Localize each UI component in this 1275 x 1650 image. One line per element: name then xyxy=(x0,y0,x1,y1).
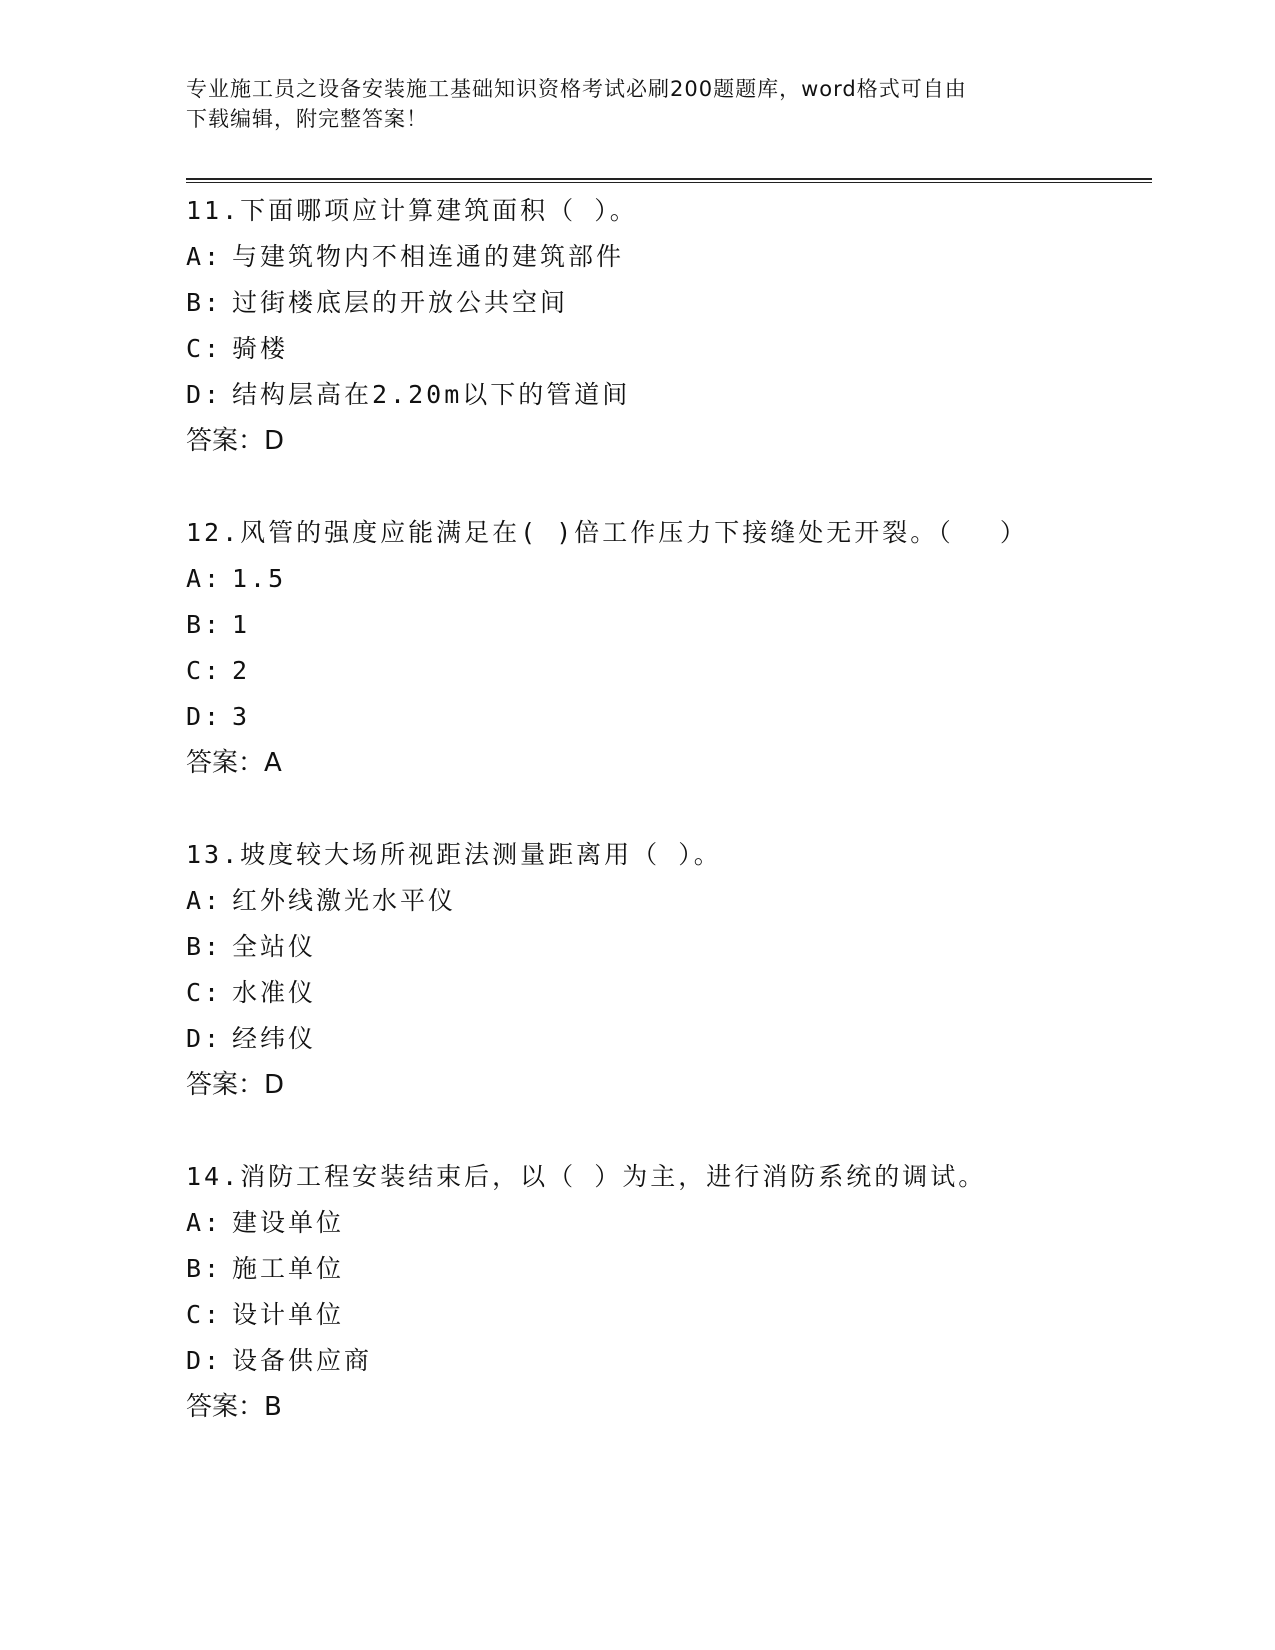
option-d xyxy=(186,694,1146,740)
option-label: A: xyxy=(186,1208,223,1237)
option-text: 设备供应商 xyxy=(232,1346,373,1375)
option-label: D: xyxy=(186,1346,223,1375)
option-text: 3 xyxy=(232,702,251,731)
option-a xyxy=(186,1200,1146,1246)
option-label: B: xyxy=(186,1254,223,1283)
question-12 xyxy=(186,510,1146,786)
option-text: 1 xyxy=(232,610,251,639)
option-b xyxy=(186,280,1146,326)
option-label: B: xyxy=(186,288,223,317)
option-c xyxy=(186,326,1146,372)
option-label: D: xyxy=(186,380,223,409)
answer-line: 答案：D xyxy=(186,1070,285,1100)
option-text: 骑楼 xyxy=(232,334,289,363)
option-label: D: xyxy=(186,1024,223,1053)
option-text: 建设单位 xyxy=(232,1208,345,1237)
option-b xyxy=(186,602,1146,648)
question-list xyxy=(186,188,1146,1430)
option-label: B: xyxy=(186,932,223,961)
option-label: C: xyxy=(186,1300,223,1329)
option-text: 水准仪 xyxy=(232,978,317,1007)
option-d xyxy=(186,372,1146,418)
option-text: 与建筑物内不相连通的建筑部件 xyxy=(232,242,625,271)
option-d xyxy=(186,1338,1146,1384)
answer-line: 答案：B xyxy=(186,1392,282,1422)
option-text: 结构层高在2.20m以下的管道间 xyxy=(232,380,631,409)
option-label: A: xyxy=(186,242,223,271)
header-line-1: 专业施工员之设备安装施工基础知识资格考试必刷200题题库，word格式可自由 xyxy=(186,77,967,101)
option-label: C: xyxy=(186,334,223,363)
option-text: 全站仪 xyxy=(232,932,317,961)
option-text: 过街楼底层的开放公共空间 xyxy=(232,288,569,317)
question-stem: 11.下面哪项应计算建筑面积（ ）。 xyxy=(186,196,638,225)
option-b xyxy=(186,924,1146,970)
question-14 xyxy=(186,1154,1146,1430)
question-stem: 12.风管的强度应能满足在( )倍工作压力下接缝处无开裂。（ ） xyxy=(186,518,1028,547)
option-c xyxy=(186,648,1146,694)
header-line-2: 下载编辑，附完整答案！ xyxy=(186,107,428,131)
option-label: A: xyxy=(186,564,223,593)
option-text: 施工单位 xyxy=(232,1254,345,1283)
option-label: C: xyxy=(186,978,223,1007)
option-text: 1.5 xyxy=(232,564,287,593)
option-d xyxy=(186,1016,1146,1062)
option-a xyxy=(186,878,1146,924)
answer-line: 答案：D xyxy=(186,426,285,456)
question-stem: 13.坡度较大场所视距法测量距离用（ ）。 xyxy=(186,840,722,869)
option-text: 红外线激光水平仪 xyxy=(232,886,457,915)
option-label: C: xyxy=(186,656,223,685)
option-a xyxy=(186,556,1146,602)
option-text: 经纬仪 xyxy=(232,1024,317,1053)
question-stem: 14.消防工程安装结束后，以（ ）为主，进行消防系统的调试。 xyxy=(186,1162,987,1191)
option-text: 2 xyxy=(232,656,251,685)
answer-line: 答案：A xyxy=(186,748,282,778)
question-13 xyxy=(186,832,1146,1108)
option-label: B: xyxy=(186,610,223,639)
document-header xyxy=(186,74,1066,134)
option-text: 设计单位 xyxy=(232,1300,345,1329)
option-a xyxy=(186,234,1146,280)
option-c xyxy=(186,970,1146,1016)
option-label: A: xyxy=(186,886,223,915)
option-c xyxy=(186,1292,1146,1338)
option-b xyxy=(186,1246,1146,1292)
header-divider xyxy=(186,178,1152,183)
question-11 xyxy=(186,188,1146,464)
option-label: D: xyxy=(186,702,223,731)
